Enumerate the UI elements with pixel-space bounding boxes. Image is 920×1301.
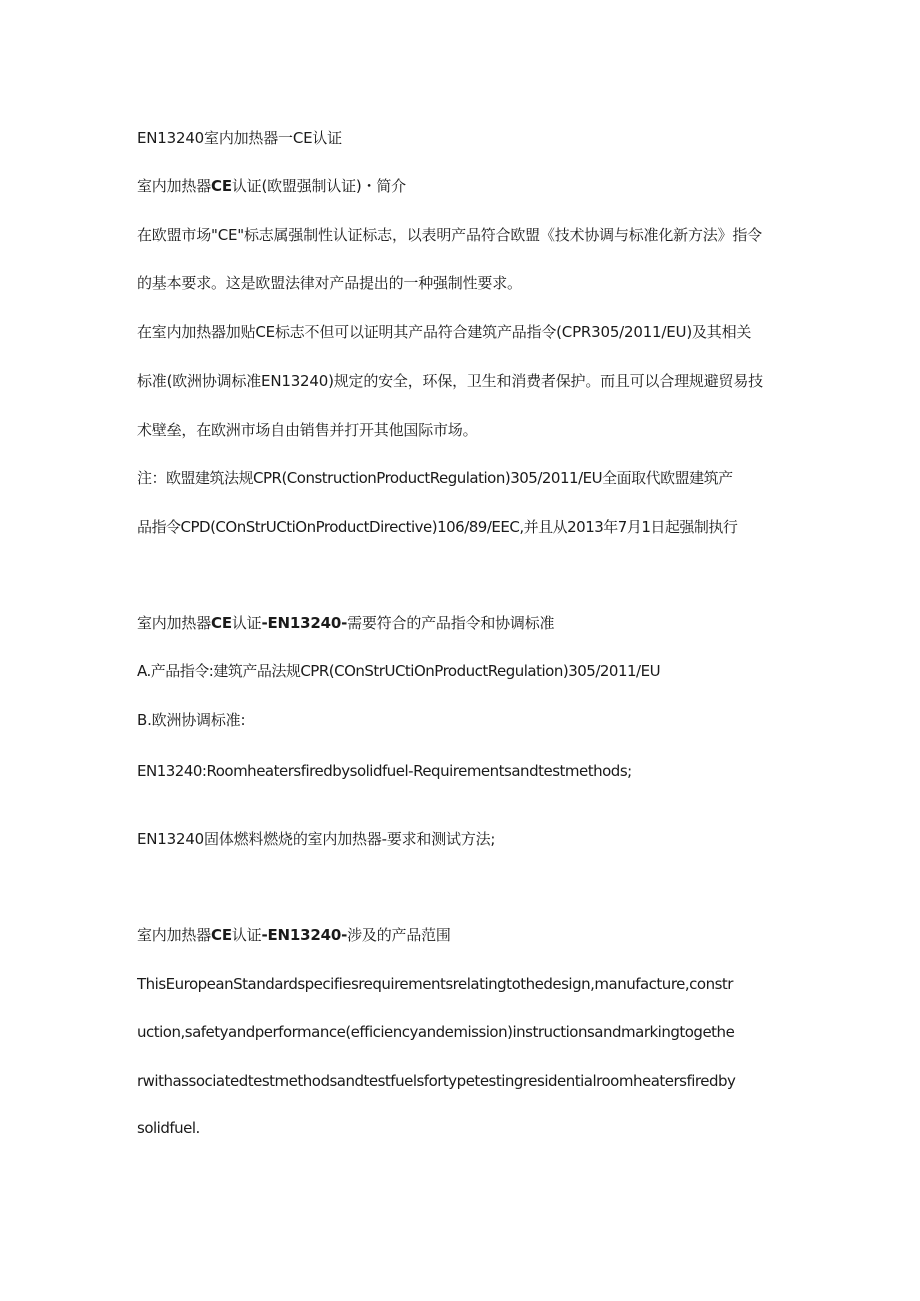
para1-line-2: 的基本要求。这是欧盟法律对产品提出的一种强制性要求。 (137, 274, 522, 292)
intro-heading-part-1: 室内加热器 (137, 177, 212, 195)
section3-heading-standard: -EN13240- (261, 926, 348, 944)
note-line-1: 注：欧盟建筑法规CPR(ConstructionProductRegulation)305/2011/EU全面取代欧盟建筑产 (137, 469, 733, 487)
section3-heading-part-3: 涉及的产品范围 (347, 926, 451, 944)
item-b-harmonized-standard: B.欧洲协调标准: (137, 711, 246, 729)
scope-line-1: ThisEuropeanStandardspecifiesrequirementsrelatingtothedesign,manufacture,constr (137, 975, 733, 993)
para2-line-3: 术壁垒，在欧洲市场自由销售并打开其他国际市场。 (137, 421, 478, 439)
section3-heading-ce: CE (211, 926, 232, 944)
section2-heading-part-3: 需要符合的产品指令和协调标准 (347, 614, 555, 632)
item-a-product-directive: A.产品指令:建筑产品法规CPR(COnStrUCtiOnProductRegulation)305/2011/EU (137, 662, 661, 680)
section3-heading (137, 925, 797, 945)
section2-heading-part-1: 室内加热器 (137, 614, 212, 632)
note-line-2: 品指令CPD(COnStrUCtiOnProductDirective)106/89/EEC,并且从2013年7月1日起强制执行 (137, 518, 738, 536)
intro-heading (137, 176, 797, 196)
para2-line-2: 标准(欧洲协调标准EN13240)规定的安全，环保，卫生和消费者保护。而且可以合理规避贸易技 (137, 372, 763, 390)
section3-heading-part-1: 室内加热器 (137, 926, 212, 944)
intro-heading-part-2: 认证(欧盟强制认证)・简介 (231, 177, 406, 195)
section2-heading-ce: CE (211, 614, 232, 632)
section2-heading-standard: -EN13240- (261, 614, 348, 632)
scope-line-2: uction,safetyandperformance(efficiencyandemission)instructionsandmarkingtogethe (137, 1023, 735, 1041)
section2-heading-part-2: 认证 (231, 614, 262, 632)
standard-chinese-title: EN13240固体燃料燃烧的室内加热器-要求和测试方法; (137, 830, 496, 848)
intro-heading-ce: CE (211, 177, 232, 195)
para1-line-1: 在欧盟市场"CE"标志属强制性认证标志，以表明产品符合欧盟《技术协调与标准化新方法》指令 (137, 226, 762, 244)
section2-heading (137, 613, 797, 633)
scope-line-3: rwithassociatedtestmethodsandtestfuelsfortypetestingresidentialroomheatersfiredby (137, 1072, 736, 1090)
para2-line-1: 在室内加热器加贴CE标志不但可以证明其产品符合建筑产品指令(CPR305/2011/EU)及其相关 (137, 323, 752, 341)
section3-heading-part-2: 认证 (231, 926, 262, 944)
standard-english-title: EN13240:Roomheatersfiredbysolidfuel-Requirementsandtestmethods; (137, 762, 632, 780)
scope-line-4: solidfuel. (137, 1119, 200, 1137)
document-title: EN13240室内加热器一CE认证 (137, 129, 342, 147)
